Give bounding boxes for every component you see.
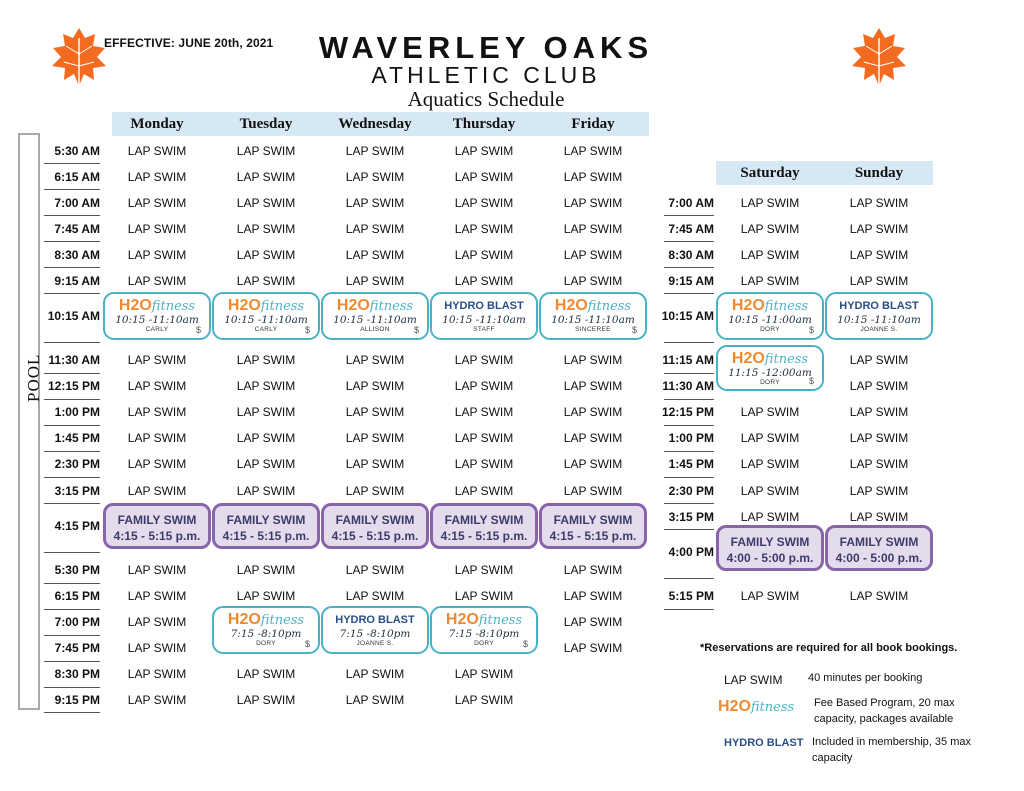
lap-swim-cell: LAP SWIM [454, 222, 514, 236]
lap-swim-cell: LAP SWIM [345, 379, 405, 393]
lap-swim-cell: LAP SWIM [563, 144, 623, 158]
lap-swim-cell: LAP SWIM [454, 405, 514, 419]
lap-swim-cell: LAP SWIM [849, 196, 909, 210]
block-instructor: CARLY [254, 326, 278, 333]
lap-swim-cell: LAP SWIM [563, 457, 623, 471]
time-label: 9:15 AM [668, 274, 714, 288]
hydro-blast-block [825, 292, 933, 340]
time-rule [44, 451, 100, 452]
hydro-blast-label: HYDRO BLAST [839, 300, 919, 312]
time-rule [44, 635, 100, 636]
lap-swim-cell: LAP SWIM [236, 353, 296, 367]
lap-swim-cell: LAP SWIM [563, 563, 623, 577]
h2o-script: fitness [587, 299, 632, 314]
time-rule [664, 342, 714, 343]
lap-swim-cell: LAP SWIM [454, 667, 514, 681]
time-label: 4:15 PM [54, 519, 100, 533]
lap-swim-cell: LAP SWIM [740, 196, 800, 210]
h2o-fitness-block [716, 292, 824, 340]
lap-swim-cell: LAP SWIM [454, 170, 514, 184]
time-rule [44, 661, 100, 662]
time-rule [44, 609, 100, 610]
lap-swim-cell: LAP SWIM [849, 248, 909, 262]
lap-swim-cell: LAP SWIM [127, 222, 187, 236]
lap-swim-cell: LAP SWIM [740, 510, 800, 524]
block-time: 10:15 -11:10am [115, 314, 199, 326]
lap-swim-cell: LAP SWIM [127, 353, 187, 367]
lap-swim-cell: LAP SWIM [127, 431, 187, 445]
h2o-brand: H2O [445, 611, 479, 628]
lap-swim-cell: LAP SWIM [345, 693, 405, 707]
time-rule [664, 241, 714, 242]
lap-swim-cell: LAP SWIM [563, 353, 623, 367]
family-swim-time: 4:15 - 5:15 p.m. [440, 529, 528, 543]
h2o-brand: H2O [731, 350, 765, 367]
day-header-thursday: Thursday [452, 116, 516, 132]
h2o-script: fitness [151, 299, 196, 314]
time-rule [44, 583, 100, 584]
lap-swim-cell: LAP SWIM [127, 457, 187, 471]
block-time: 10:15 -11:10am [442, 314, 526, 326]
lap-swim-cell: LAP SWIM [345, 196, 405, 210]
time-rule [44, 342, 100, 343]
block-time: 7:15 -8:10pm [448, 628, 520, 640]
family-swim-block [539, 503, 647, 549]
time-label: 3:15 PM [668, 510, 714, 524]
h2o-brand: H2O [227, 611, 261, 628]
lap-swim-cell: LAP SWIM [563, 170, 623, 184]
family-swim-label: FAMILY SWIM [444, 513, 524, 527]
lap-swim-cell: LAP SWIM [345, 589, 405, 603]
lap-swim-cell: LAP SWIM [236, 222, 296, 236]
block-time: 10:15 -11:10am [551, 314, 635, 326]
lap-swim-cell: LAP SWIM [849, 431, 909, 445]
lap-swim-cell: LAP SWIM [740, 274, 800, 288]
brand-name: WAVERLEY OAKS [318, 30, 654, 65]
legend-lap-label: LAP SWIM [724, 673, 783, 687]
family-swim-block [716, 525, 824, 571]
lap-swim-cell: LAP SWIM [236, 379, 296, 393]
lap-swim-cell: LAP SWIM [345, 405, 405, 419]
lap-swim-cell: LAP SWIM [454, 484, 514, 498]
lap-swim-cell: LAP SWIM [454, 274, 514, 288]
lap-swim-cell: LAP SWIM [454, 589, 514, 603]
time-label: 7:00 AM [668, 196, 714, 210]
time-label: 2:30 PM [668, 484, 714, 498]
day-header-saturday: Saturday [740, 165, 800, 181]
lap-swim-cell: LAP SWIM [127, 615, 187, 629]
time-rule [44, 267, 100, 268]
h2o-fitness-block [716, 345, 824, 391]
lap-swim-cell: LAP SWIM [563, 405, 623, 419]
lap-swim-cell: LAP SWIM [236, 563, 296, 577]
h2o-script: fitness [260, 299, 305, 314]
legend-h2o-desc-1: Fee Based Program, 20 max [814, 697, 955, 709]
family-swim-label: FAMILY SWIM [335, 513, 415, 527]
fee-icon: $ [631, 325, 637, 335]
lap-swim-cell: LAP SWIM [127, 170, 187, 184]
lap-swim-cell: LAP SWIM [345, 144, 405, 158]
block-instructor: DORY [474, 640, 494, 647]
time-rule [44, 293, 100, 294]
legend-h2o-logo [718, 698, 794, 716]
h2o-fitness-logo [105, 298, 209, 315]
lap-swim-cell: LAP SWIM [563, 484, 623, 498]
h2o-fitness-block [212, 606, 320, 654]
lap-swim-cell: LAP SWIM [345, 353, 405, 367]
lap-swim-cell: LAP SWIM [849, 457, 909, 471]
time-rule [44, 399, 100, 400]
time-rule [664, 503, 714, 504]
h2o-fitness-logo [432, 612, 536, 629]
time-label: 5:15 PM [668, 589, 714, 603]
legend-h2o-desc-2: capacity, packages available [814, 713, 954, 725]
h2o-brand: H2O [718, 698, 751, 715]
lap-swim-cell: LAP SWIM [740, 431, 800, 445]
lap-swim-cell: LAP SWIM [127, 589, 187, 603]
lap-swim-cell: LAP SWIM [563, 589, 623, 603]
block-instructor: ALLISON [360, 326, 390, 333]
block-instructor: DORY [256, 640, 276, 647]
block-instructor: DORY [760, 379, 780, 386]
time-rule [44, 373, 100, 374]
lap-swim-cell: LAP SWIM [236, 248, 296, 262]
lap-swim-cell: LAP SWIM [454, 693, 514, 707]
day-header-tuesday: Tuesday [239, 116, 293, 132]
lap-swim-cell: LAP SWIM [563, 274, 623, 288]
h2o-brand: H2O [118, 297, 152, 314]
h2o-script: fitness [764, 352, 809, 367]
lap-swim-cell: LAP SWIM [345, 431, 405, 445]
time-rule [664, 477, 714, 478]
left-leaf-icon [48, 24, 110, 97]
time-rule [664, 399, 714, 400]
time-label: 7:45 PM [54, 641, 100, 655]
h2o-brand: H2O [554, 297, 588, 314]
lap-swim-cell: LAP SWIM [127, 379, 187, 393]
time-label: 7:00 PM [54, 615, 100, 629]
h2o-fitness-logo [541, 298, 645, 315]
family-swim-block [212, 503, 320, 549]
time-rule [664, 293, 714, 294]
time-label: 7:45 AM [668, 222, 714, 236]
pool-label: POOL [24, 353, 43, 402]
time-label: 5:30 AM [54, 144, 100, 158]
lap-swim-cell: LAP SWIM [236, 405, 296, 419]
lap-swim-cell: LAP SWIM [345, 484, 405, 498]
fee-icon: $ [304, 325, 310, 335]
time-label: 1:00 PM [54, 405, 100, 419]
lap-swim-cell: LAP SWIM [454, 248, 514, 262]
time-label: 4:00 PM [668, 545, 714, 559]
fee-icon: $ [808, 325, 814, 335]
effective-date: EFFECTIVE: JUNE 20th, 2021 [104, 36, 274, 50]
lap-swim-cell: LAP SWIM [454, 144, 514, 158]
time-label: 8:30 AM [668, 248, 714, 262]
lap-swim-cell: LAP SWIM [849, 405, 909, 419]
block-instructor: JOANNE S. [356, 640, 394, 647]
h2o-fitness-block [539, 292, 647, 340]
lap-swim-cell: LAP SWIM [454, 353, 514, 367]
time-rule [44, 552, 100, 553]
time-label: 7:00 AM [54, 196, 100, 210]
brand-subtitle: ATHLETIC CLUB [371, 62, 601, 88]
lap-swim-cell: LAP SWIM [849, 379, 909, 393]
right-leaf-icon [848, 24, 910, 97]
time-rule [44, 425, 100, 426]
h2o-script: fitness [750, 700, 795, 715]
family-swim-label: FAMILY SWIM [839, 535, 919, 549]
day-header-sunday: Sunday [854, 165, 904, 181]
h2o-fitness-logo [214, 298, 318, 315]
lap-swim-cell: LAP SWIM [563, 222, 623, 236]
time-rule [664, 215, 714, 216]
time-rule [664, 373, 714, 374]
h2o-script: fitness [260, 613, 305, 628]
time-label: 11:30 AM [662, 379, 714, 393]
time-label: 12:15 PM [661, 405, 714, 419]
lap-swim-cell: LAP SWIM [127, 196, 187, 210]
lap-swim-cell: LAP SWIM [454, 431, 514, 445]
lap-swim-cell: LAP SWIM [236, 431, 296, 445]
lap-swim-cell: LAP SWIM [345, 667, 405, 681]
lap-swim-cell: LAP SWIM [563, 641, 623, 655]
time-label: 8:30 AM [54, 248, 100, 262]
family-swim-time: 4:15 - 5:15 p.m. [222, 529, 310, 543]
time-label: 10:15 AM [47, 309, 100, 323]
legend-lap-desc: 40 minutes per booking [808, 672, 923, 684]
time-rule [44, 712, 100, 713]
lap-swim-cell: LAP SWIM [127, 667, 187, 681]
lap-swim-cell: LAP SWIM [127, 563, 187, 577]
lap-swim-cell: LAP SWIM [849, 510, 909, 524]
block-time: 10:15 -11:00am [728, 314, 812, 326]
time-label: 10:15 AM [661, 309, 714, 323]
family-swim-block [103, 503, 211, 549]
time-label: 2:30 PM [54, 457, 100, 471]
lap-swim-cell: LAP SWIM [127, 144, 187, 158]
hydro-blast-label: HYDRO BLAST [335, 614, 415, 626]
lap-swim-cell: LAP SWIM [127, 248, 187, 262]
h2o-fitness-logo [718, 351, 822, 368]
lap-swim-cell: LAP SWIM [236, 144, 296, 158]
h2o-fitness-logo [214, 612, 318, 629]
block-time: 10:15 -11:10am [224, 314, 308, 326]
family-swim-time: 4:00 - 5:00 p.m. [835, 551, 923, 565]
fee-icon: $ [808, 376, 814, 386]
family-swim-time: 4:15 - 5:15 p.m. [113, 529, 201, 543]
page-title: Aquatics Schedule [407, 87, 565, 111]
h2o-fitness-logo [323, 298, 427, 315]
lap-swim-cell: LAP SWIM [236, 693, 296, 707]
lap-swim-cell: LAP SWIM [127, 274, 187, 288]
family-swim-time: 4:15 - 5:15 p.m. [331, 529, 419, 543]
lap-swim-cell: LAP SWIM [740, 222, 800, 236]
lap-swim-cell: LAP SWIM [563, 196, 623, 210]
lap-swim-cell: LAP SWIM [236, 589, 296, 603]
lap-swim-cell: LAP SWIM [345, 222, 405, 236]
h2o-script: fitness [369, 299, 414, 314]
hydro-blast-block [321, 606, 429, 654]
lap-swim-cell: LAP SWIM [563, 431, 623, 445]
lap-swim-cell: LAP SWIM [127, 484, 187, 498]
time-label: 8:30 PM [54, 667, 100, 681]
lap-swim-cell: LAP SWIM [740, 405, 800, 419]
family-swim-label: FAMILY SWIM [730, 535, 810, 549]
time-label: 1:00 PM [668, 431, 714, 445]
time-rule [44, 189, 100, 190]
family-swim-block [430, 503, 538, 549]
lap-swim-cell: LAP SWIM [127, 405, 187, 419]
h2o-brand: H2O [731, 297, 765, 314]
time-rule [44, 477, 100, 478]
lap-swim-cell: LAP SWIM [236, 484, 296, 498]
time-label: 11:30 AM [48, 353, 100, 367]
lap-swim-cell: LAP SWIM [740, 248, 800, 262]
block-time: 7:15 -8:10pm [339, 628, 411, 640]
lap-swim-cell: LAP SWIM [454, 563, 514, 577]
time-label: 6:15 AM [54, 170, 100, 184]
lap-swim-cell: LAP SWIM [740, 457, 800, 471]
h2o-fitness-block [430, 606, 538, 654]
time-rule [664, 529, 714, 530]
day-header-monday: Monday [130, 116, 184, 132]
hydro-blast-block [430, 292, 538, 340]
lap-swim-cell: LAP SWIM [236, 170, 296, 184]
lap-swim-cell: LAP SWIM [563, 379, 623, 393]
h2o-fitness-block [212, 292, 320, 340]
lap-swim-cell: LAP SWIM [454, 457, 514, 471]
time-rule [44, 163, 100, 164]
time-rule [664, 451, 714, 452]
family-swim-label: FAMILY SWIM [117, 513, 197, 527]
block-instructor: JOANNE S. [860, 326, 898, 333]
lap-swim-cell: LAP SWIM [236, 274, 296, 288]
lap-swim-cell: LAP SWIM [849, 222, 909, 236]
time-label: 5:30 PM [54, 563, 100, 577]
family-swim-label: FAMILY SWIM [553, 513, 633, 527]
time-rule [664, 609, 714, 610]
time-label: 3:15 PM [54, 484, 100, 498]
block-time: 10:15 -11:10am [837, 314, 921, 326]
lap-swim-cell: LAP SWIM [563, 615, 623, 629]
legend-hydro-desc-1: Included in membership, 35 max [812, 736, 971, 748]
block-time: 10:15 -11:10am [333, 314, 417, 326]
legend-hydro-label: HYDRO BLAST [724, 737, 804, 749]
lap-swim-cell: LAP SWIM [345, 457, 405, 471]
lap-swim-cell: LAP SWIM [454, 379, 514, 393]
lap-swim-cell: LAP SWIM [849, 274, 909, 288]
lap-swim-cell: LAP SWIM [849, 484, 909, 498]
day-header-friday: Friday [571, 116, 615, 132]
lap-swim-cell: LAP SWIM [236, 667, 296, 681]
time-label: 12:15 PM [47, 379, 100, 393]
fee-icon: $ [195, 325, 201, 335]
time-rule [44, 687, 100, 688]
block-time: 7:15 -8:10pm [230, 628, 302, 640]
time-label: 9:15 PM [54, 693, 100, 707]
lap-swim-cell: LAP SWIM [563, 248, 623, 262]
h2o-fitness-logo [718, 298, 822, 315]
lap-swim-cell: LAP SWIM [345, 170, 405, 184]
lap-swim-cell: LAP SWIM [236, 196, 296, 210]
time-label: 9:15 AM [54, 274, 100, 288]
family-swim-block [825, 525, 933, 571]
lap-swim-cell: LAP SWIM [127, 693, 187, 707]
block-instructor: CARLY [145, 326, 169, 333]
family-swim-time: 4:00 - 5:00 p.m. [726, 551, 814, 565]
time-rule [44, 241, 100, 242]
lap-swim-cell: LAP SWIM [849, 589, 909, 603]
h2o-fitness-block [321, 292, 429, 340]
h2o-script: fitness [764, 299, 809, 314]
time-rule [664, 267, 714, 268]
block-instructor: DORY [760, 326, 780, 333]
family-swim-label: FAMILY SWIM [226, 513, 306, 527]
lap-swim-cell: LAP SWIM [740, 484, 800, 498]
time-rule [664, 425, 714, 426]
family-swim-block [321, 503, 429, 549]
lap-swim-cell: LAP SWIM [345, 248, 405, 262]
time-label: 1:45 PM [668, 457, 714, 471]
time-rule [44, 215, 100, 216]
reservation-note: *Reservations are required for all book bookings. [700, 642, 958, 654]
time-label: 7:45 AM [54, 222, 100, 236]
fee-icon: $ [413, 325, 419, 335]
h2o-fitness-block [103, 292, 211, 340]
legend-hydro-desc-2: capacity [812, 752, 853, 764]
time-rule [664, 578, 714, 579]
fee-icon: $ [304, 639, 310, 649]
time-rule [44, 503, 100, 504]
h2o-brand: H2O [227, 297, 261, 314]
block-instructor: STAFF [473, 326, 495, 333]
day-header-wednesday: Wednesday [338, 116, 412, 132]
block-instructor: SINCEREE [575, 326, 611, 333]
hydro-blast-label: HYDRO BLAST [444, 300, 524, 312]
lap-swim-cell: LAP SWIM [236, 457, 296, 471]
fee-icon: $ [522, 639, 528, 649]
lap-swim-cell: LAP SWIM [127, 641, 187, 655]
lap-swim-cell: LAP SWIM [740, 589, 800, 603]
lap-swim-cell: LAP SWIM [849, 353, 909, 367]
time-label: 6:15 PM [54, 589, 100, 603]
block-time: 11:15 -12:00am [728, 367, 812, 379]
lap-swim-cell: LAP SWIM [345, 274, 405, 288]
family-swim-time: 4:15 - 5:15 p.m. [549, 529, 637, 543]
time-label: 1:45 PM [54, 431, 100, 445]
h2o-brand: H2O [336, 297, 370, 314]
time-label: 11:15 AM [662, 353, 714, 367]
lap-swim-cell: LAP SWIM [454, 196, 514, 210]
h2o-script: fitness [478, 613, 523, 628]
lap-swim-cell: LAP SWIM [345, 563, 405, 577]
